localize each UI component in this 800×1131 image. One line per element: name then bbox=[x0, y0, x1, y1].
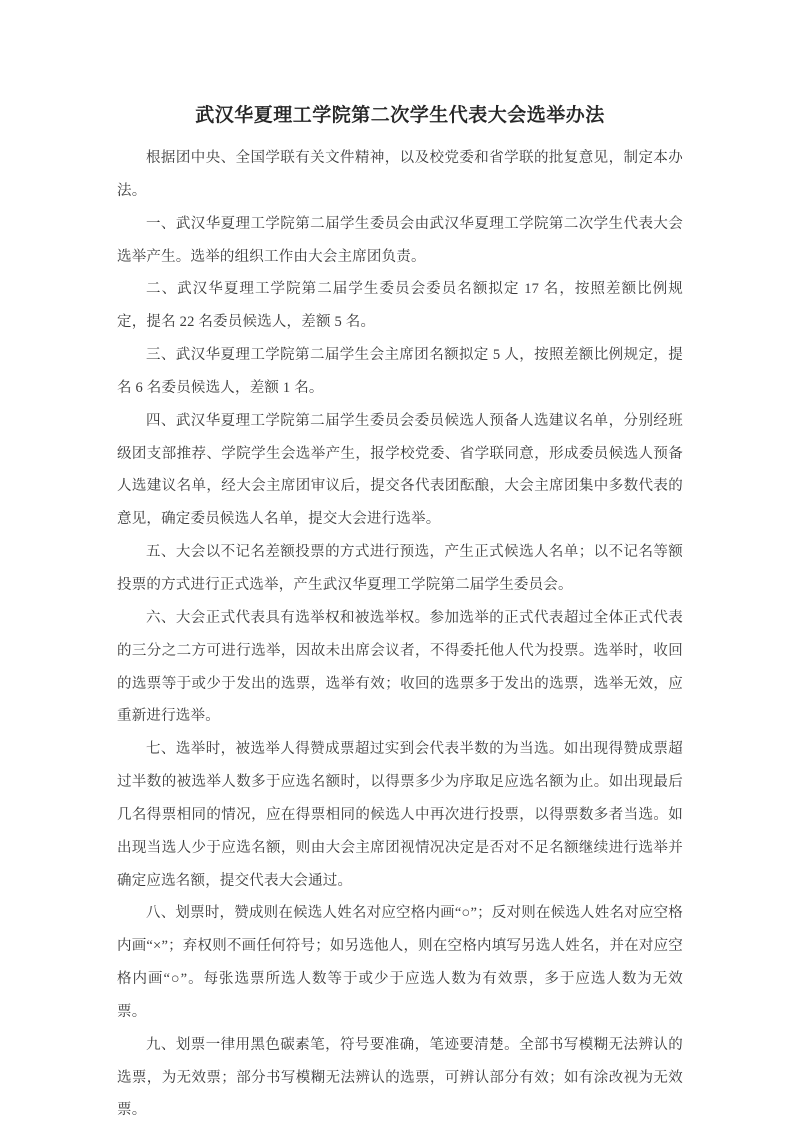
paragraph-item-4: 四、武汉华夏理工学院第二届学生委员会委员候选人预备人选建议名单，分别经班级团支部推荐、学院学生会选举产生，报学校党委、省学联同意，形成委员候选人预备人选建议名单，经大会主席团审议后，提交各代表团酝酿，大会主席团集中多数代表的意见，确定委员候选人名单，提交大会进行选举。 bbox=[117, 412, 683, 528]
paragraph-item-1: 一、武汉华夏理工学院第二届学生委员会由武汉华夏理工学院第二次学生代表大会选举产生。选举的组织工作由大会主席团负责。 bbox=[117, 215, 683, 265]
paragraph-item-5: 五、大会以不记名差额投票的方式进行预选，产生正式候选人名单；以不记名等额投票的方式进行正式选举，产生武汉华夏理工学院第二届学生委员会。 bbox=[117, 544, 683, 593]
paragraph-item-3: 三、武汉华夏理工学院第二届学生会主席团名额拟定 5 人，按照差额比例规定，提名 6 名委员候选人，差额 1 名。 bbox=[117, 347, 683, 396]
paragraph-item-6: 六、大会正式代表具有选举权和被选举权。参加选举的正式代表超过全体正式代表的三分之二方可进行选举，因故未出席会议者，不得委托他人代为投票。选举时，收回的选票等于或少于发出的选票，选举有效；收回的选票多于发出的选票，选举无效，应重新进行选举。 bbox=[117, 609, 683, 725]
paragraph-intro: 根据团中央、全国学联有关文件精神，以及校党委和省学联的批复意见，制定本办法。 bbox=[117, 150, 683, 199]
paragraph-item-8: 八、划票时，赞成则在候选人姓名对应空格内画“○”；反对则在候选人姓名对应空格内画“×”；弃权则不画任何符号；如另选他人，则在空格内填写另选人姓名，并在对应空格内画“○”。每张选票所选人数等于或少于应选人数为有效票，多于应选人数为无效票。 bbox=[117, 905, 683, 1020]
paragraph-item-2: 二、武汉华夏理工学院第二届学生委员会委员名额拟定 17 名，按照差额比例规定，提名 22 名委员候选人，差额 5 名。 bbox=[117, 281, 683, 331]
document-body bbox=[117, 142, 683, 1127]
paragraph-item-7: 七、选举时，被选举人得赞成票超过实到会代表半数的为当选。如出现得赞成票超过半数的被选举人数多于应选名额时，以得票多少为序取足应选名额为止。如出现最后几名得票相同的情况，应在得票相同的候选人中再次进行投票，以得票数多者当选。如出现当选人少于应选名额，则由大会主席团视情况决定是否对不足名额继续进行选举并确定应选名额，提交代表大会通过。 bbox=[117, 741, 683, 889]
paragraph-item-9: 九、划票一律用黑色碳素笔，符号要准确，笔迹要清楚。全部书写模糊无法辨认的选票，为无效票；部分书写模糊无法辨认的选票，可辨认部分有效；如有涂改视为无效票。 bbox=[117, 1036, 683, 1119]
document-title: 武汉华夏理工学院第二次学生代表大会选举办法 bbox=[195, 105, 605, 126]
